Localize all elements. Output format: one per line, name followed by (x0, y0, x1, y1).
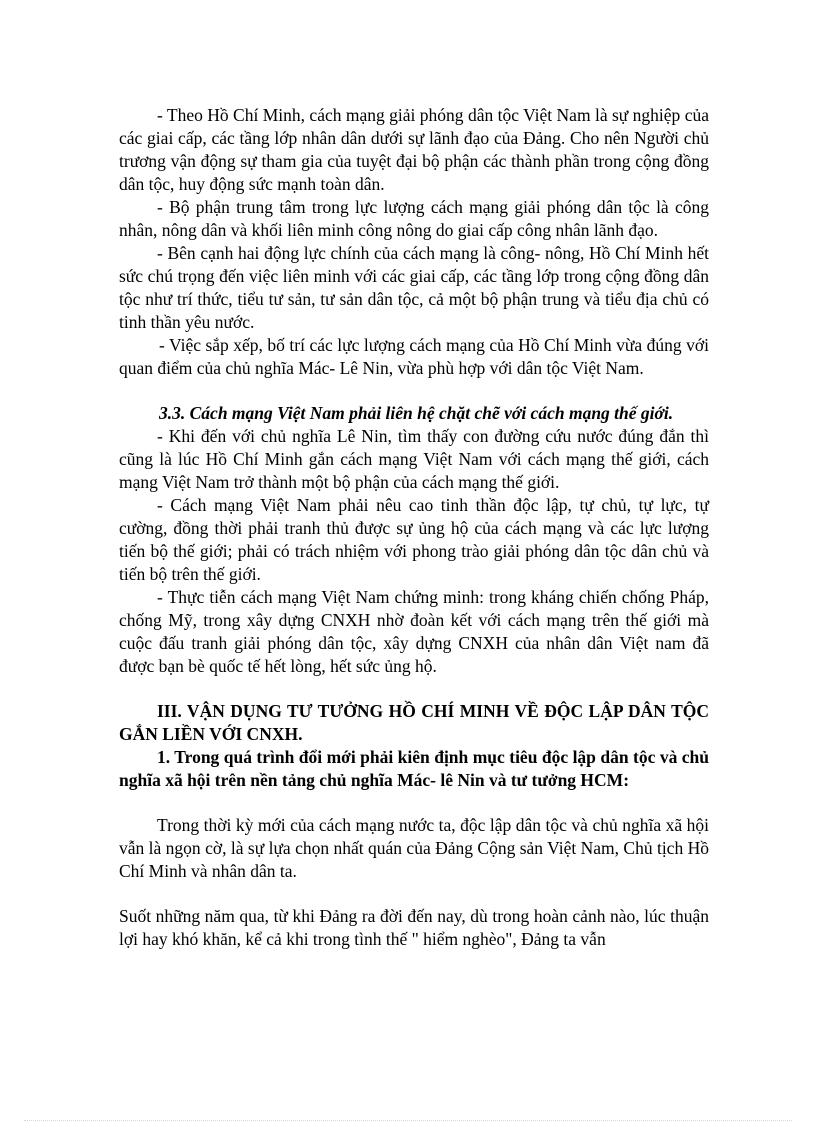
page-bottom-rule (24, 1120, 792, 1121)
paragraph-9: Suốt những năm qua, từ khi Đảng ra đời đến nay, dù trong hoàn cảnh nào, lúc thuận lợi hay khó khăn, kể cả khi trong tình thế " hiểm nghèo", Đảng ta vẫn (119, 906, 709, 949)
paragraph-3: - Bên cạnh hai động lực chính của cách mạng là công- nông, Hồ Chí Minh hết sức chú trọng đến việc liên minh với các giai cấp, các tầng lớp trong cộng đồng dân tộc như trí thức, tiểu tư sản, tư sản dân tộc, cả một bộ phận trung và tiểu địa chủ có tinh thần yêu nước. (119, 243, 709, 332)
paragraph-6: - Cách mạng Việt Nam phải nêu cao tinh thần độc lập, tự chủ, tự lực, tự cường, đồng thời phải tranh thủ được sự ủng hộ của cách mạng và các lực lượng tiến bộ thế giới; phải có trách nhiệm với phong trào giải phóng dân tộc dân chủ và tiến bộ trên thế giới. (119, 495, 709, 584)
section-heading-1: 1. Trong quá trình đổi mới phải kiên định mục tiêu độc lập dân tộc và chủ nghĩa xã hội trên nền tảng chủ nghĩa Mác- lê Nin và tư tưởng HCM: (119, 747, 709, 790)
paragraph-5: - Khi đến với chủ nghĩa Lê Nin, tìm thấy con đường cứu nước đúng đắn thì cũng là lúc Hồ Chí Minh gắn cách mạng Việt Nam với cách mạng thế giới, cách mạng Việt Nam trở thành một bộ phận của cách mạng thế giới. (119, 426, 709, 492)
document-body (119, 104, 709, 951)
paragraph-8: Trong thời kỳ mới của cách mạng nước ta, độc lập dân tộc và chủ nghĩa xã hội vẫn là ngọn cờ, là sự lựa chọn nhất quán của Đảng Cộng sản Việt Nam, Chủ tịch Hồ Chí Minh và nhân dân ta. (119, 815, 709, 881)
paragraph-2: - Bộ phận trung tâm trong lực lượng cách mạng giải phóng dân tộc là công nhân, nông dân và khối liên minh công nông do giai cấp công nhân lãnh đạo. (119, 197, 709, 240)
section-heading-3-3: 3.3. Cách mạng Việt Nam phải liên hệ chặt chẽ với cách mạng thế giới. (159, 403, 674, 423)
paragraph-7: - Thực tiễn cách mạng Việt Nam chứng minh: trong kháng chiến chống Pháp, chống Mỹ, trong xây dựng CNXH nhờ đoàn kết với cách mạng trên thế giới mà cuộc đấu tranh giải phóng dân tộc, xây dựng CNXH của nhân dân Việt nam đã được bạn bè quốc tế hết lòng, hết sức ủng hộ. (119, 587, 709, 676)
spacer (119, 883, 709, 905)
section-heading-III: III. VẬN DỤNG TƯ TƯỞNG HỒ CHÍ MINH VỀ ĐỘC LẬP DÂN TỘC GẮN LIỀN VỚI CNXH. (119, 701, 709, 744)
paragraph-1: - Theo Hồ Chí Minh, cách mạng giải phóng dân tộc Việt Nam là sự nghiệp của các giai cấp, các tầng lớp nhân dân dưới sự lãnh đạo của Đảng. Cho nên Người chủ trương vận động sự tham gia của tuyệt đại bộ phận các thành phần trong cộng đồng dân tộc, huy động sức mạnh toàn dân. (119, 105, 709, 194)
spacer (119, 678, 709, 700)
spacer (119, 792, 709, 814)
paragraph-4: - Việc sắp xếp, bố trí các lực lượng cách mạng của Hồ Chí Minh vừa đúng với quan điểm của chủ nghĩa Mác- Lê Nin, vừa phù hợp với dân tộc Việt Nam. (119, 335, 709, 378)
spacer (119, 380, 709, 402)
